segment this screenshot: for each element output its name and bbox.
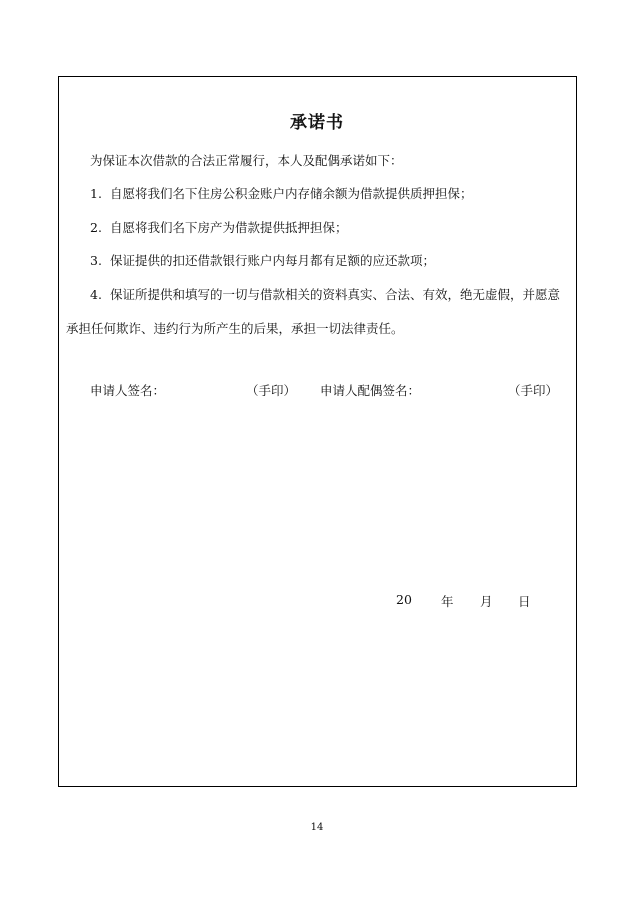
document-frame: [58, 76, 577, 787]
applicant-fingerprint-label: （手印）: [246, 383, 297, 398]
date-year-prefix: 20: [396, 592, 412, 607]
document-title: 承诺书: [290, 113, 344, 133]
item-number: 2.: [90, 220, 102, 235]
item-number: 3.: [90, 253, 102, 268]
applicant-signature-label: 申请人签名：: [90, 383, 166, 398]
pledge-item-1: [90, 186, 472, 202]
item-text: 自愿将我们名下房产为借款提供抵押担保；: [109, 220, 348, 235]
item-number: 4.: [90, 287, 102, 302]
item-text: 保证所提供和填写的一切与借款相关的资料真实、合法、有效，绝无虚假，并愿意: [109, 287, 560, 302]
item-number: 1.: [90, 186, 102, 201]
spouse-signature-label: 申请人配偶签名：: [320, 383, 421, 398]
spouse-fingerprint-label: （手印）: [508, 383, 559, 398]
date-month-label: 月: [480, 594, 493, 609]
pledge-item-4: [90, 287, 560, 303]
intro-text: 为保证本次借款的合法正常履行，本人及配偶承诺如下：: [90, 153, 403, 168]
pledge-item-2: [90, 220, 347, 236]
pledge-item-4-continuation: 承担任何欺诈、违约行为所产生的后果，承担一切法律责任。: [66, 321, 404, 336]
date-year-label: 年: [441, 594, 454, 609]
page-number: 14: [310, 822, 324, 833]
item-text: 自愿将我们名下住房公积金账户内存储余额为借款提供质押担保；: [109, 186, 473, 201]
pledge-item-3: [90, 253, 435, 269]
item-text: 保证提供的扣还借款银行账户内每月都有足额的应还款项；: [109, 253, 435, 268]
date-day-label: 日: [518, 594, 531, 609]
